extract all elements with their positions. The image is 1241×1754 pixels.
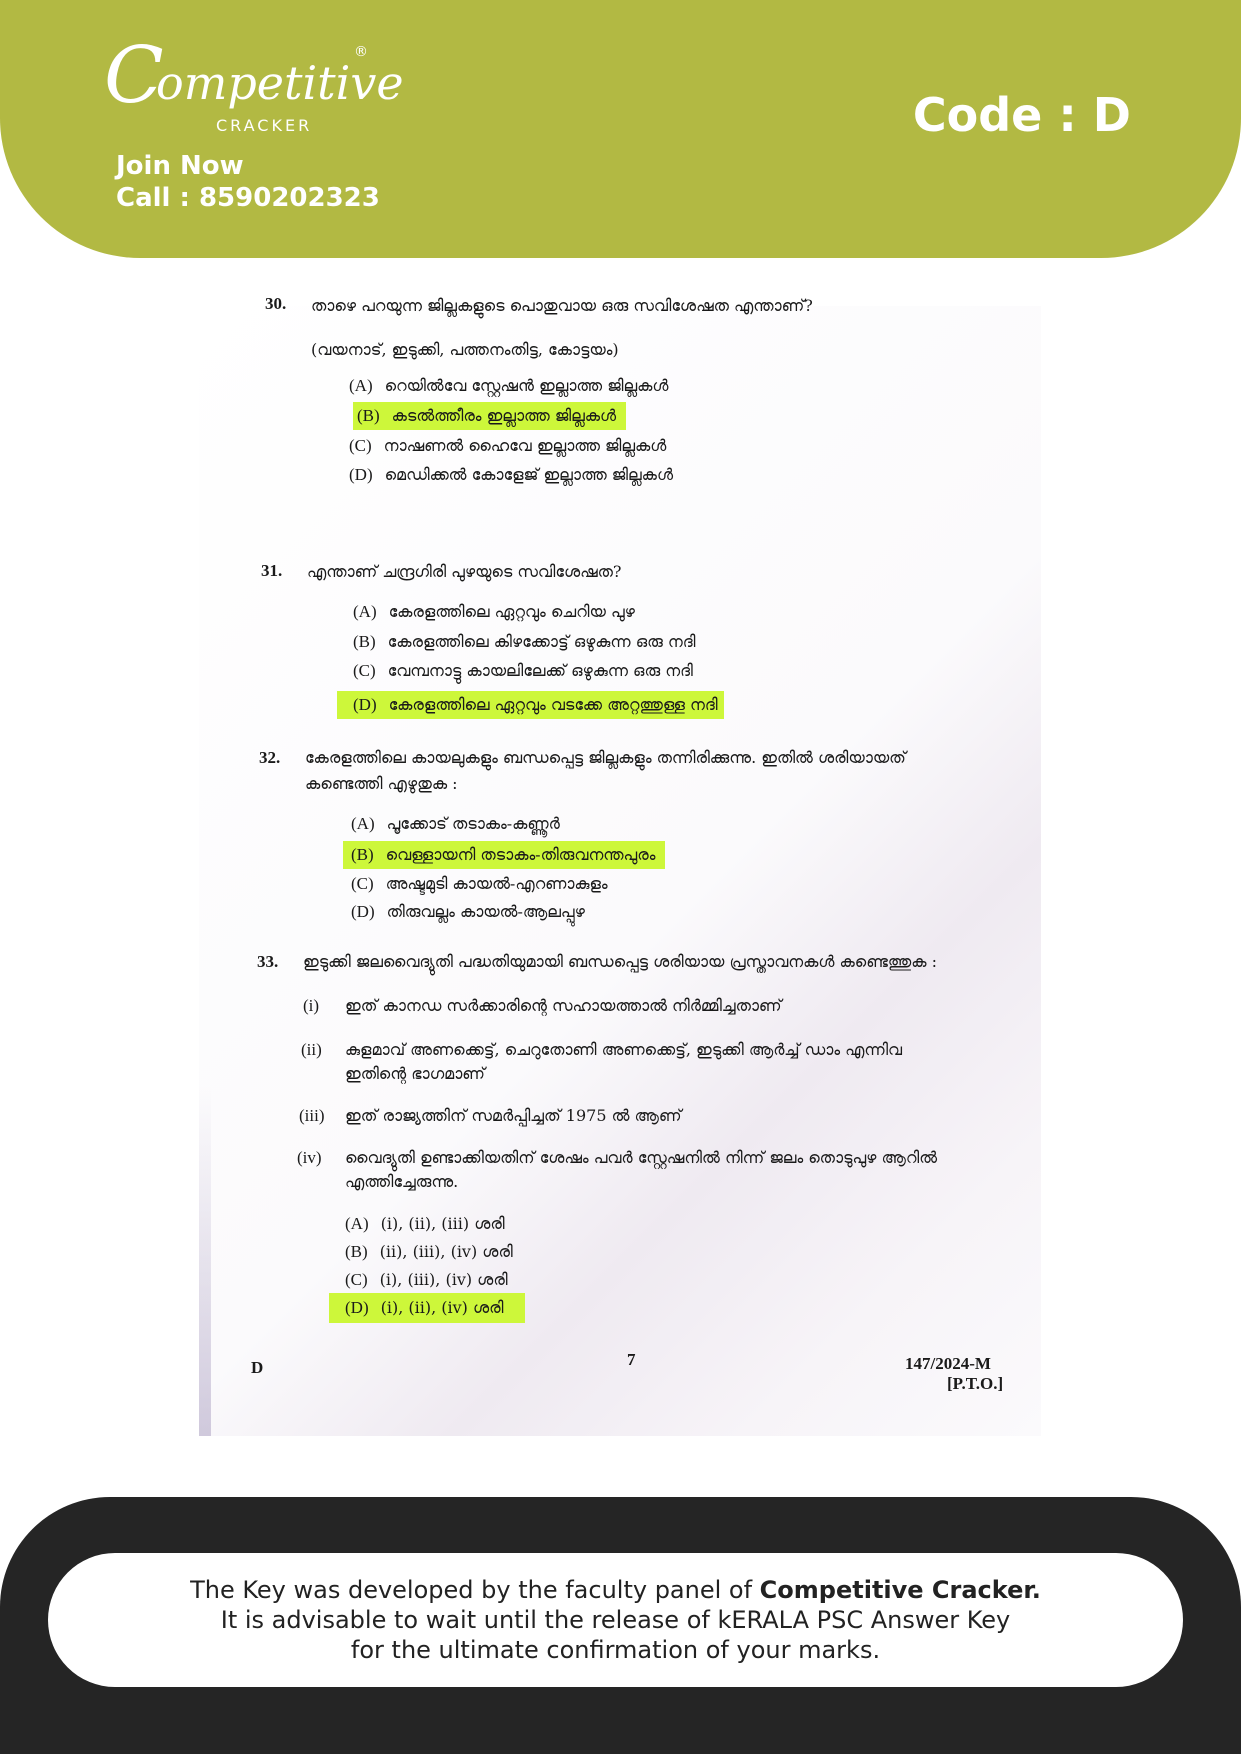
option [349,461,673,489]
question-number: 31. [261,561,283,580]
disclaimer-line-1 [190,1575,1041,1605]
option-text: മെഡിക്കൽ കോളേജ് ഇല്ലാത്ത ജില്ലകൾ [384,465,674,484]
question-number: 32. [259,748,281,767]
option-text: കടൽത്തീരം ഇല്ലാത്ത ജില്ലകൾ [391,406,617,425]
option-text: റെയിൽവേ സ്റ്റേഷൻ ഇല്ലാത്ത ജില്ലകൾ [384,376,669,395]
join-now-text: Join Now [116,151,244,181]
disclaimer-line-2: It is advisable to wait until the release of kERALA PSC Answer Key [220,1606,1011,1634]
statement-label: (iv) [297,1148,322,1167]
option-text: പൂക്കോട് തടാകം-കണ്ണൂർ [386,814,560,833]
contact-block [116,150,380,214]
option-label: (A) [349,376,373,395]
option [345,1210,505,1238]
option [349,432,666,460]
statement-text: ഇത് കാനഡ സർക്കാരിന്റെ സഹായത്താൽ നിർമ്മിച്ചതാണ് [345,996,782,1015]
option-label: (D) [351,902,375,921]
option-text: കേരളത്തിലെ കിഴക്കോട്ട് ഒഴുകുന്ന ഒരു നദി [387,632,696,651]
question-subtext: (വയനാട്, ഇടുക്കി, പത്തനംതിട്ട, കോട്ടയം) [311,340,619,359]
option-label: (A) [345,1214,369,1233]
paper-code: Code : D [912,88,1131,142]
call-number: Call : 8590202323 [116,183,380,213]
registered-mark: ® [354,44,368,60]
option-text: തിരുവല്ലം കായൽ-ആലപ്പുഴ [386,902,585,921]
statement-text: വൈദ്യുതി ഉണ്ടാക്കിയതിന് ശേഷം പവർ സ്റ്റേഷനിൽ നിന്ന് ജലം തൊടുപുഴ ആറിൽ [345,1148,938,1167]
option-label: (C) [353,661,376,680]
option-text: (i), (ii), (iv) ശരി [380,1298,504,1317]
option [349,372,669,400]
option-highlighted [329,1293,525,1323]
question-text: എന്താണ് ചന്ദ്രഗിരി പുഴയുടെ സവിശേഷത? [307,562,622,581]
paper-reference: 147/2024-M [905,1354,991,1373]
option-label: (B) [351,845,374,864]
option-label: (D) [353,695,377,714]
option-text: (i), (ii), (iii) ശരി [380,1214,505,1233]
statement-text-cont: ഇതിന്റെ ഭാഗമാണ് [345,1064,485,1083]
option-label: (A) [353,602,377,621]
logo-initial: C [104,31,164,121]
question-subtext: കണ്ടെത്തി എഴുതുക : [305,774,458,793]
option-text: നാഷണൽ ഹൈവേ ഇല്ലാത്ത ജില്ലകൾ [383,436,667,455]
option [353,598,635,626]
option-label: (B) [345,1242,368,1261]
option-text: വെള്ളായനി തടാകം-തിരുവനന്തപുരം [385,845,656,864]
option-highlighted [353,402,626,430]
option-label: (D) [349,465,373,484]
statement-text-cont: എത്തിച്ചേരുന്നു. [345,1172,459,1191]
option-highlighted [343,841,665,869]
option-text: കേരളത്തിലെ ഏറ്റവും വടക്കേ അറ്റത്തുള്ള നദി [388,695,718,714]
page-number: 7 [627,1350,636,1369]
logo-word: ompetitive [156,56,404,110]
question-text: കേരളത്തിലെ കായലുകളും ബന്ധപ്പെട്ട ജില്ലകളും തന്നിരിക്കുന്നു. ഇതിൽ ശരിയായത് [305,748,906,767]
option-label: (B) [357,406,380,425]
statement-label: (iii) [299,1106,325,1125]
question-text: താഴെ പറയുന്ന ജില്ലകളുടെ പൊതുവായ ഒരു സവിശേഷത എന്താണ്? [311,296,813,315]
option [353,628,696,656]
option-label: (A) [351,814,375,833]
option [351,898,585,926]
option [351,870,608,898]
question-number: 33. [257,952,279,971]
option [351,810,560,838]
brand-logo [104,31,404,142]
option-label: (D) [345,1298,369,1317]
option [345,1266,508,1294]
option-label: (C) [351,874,374,893]
scanned-question-page [199,294,1041,1436]
logo-subtitle: CRACKER [216,116,313,135]
statement-text: ഇത് രാജ്യത്തിന് സമർപ്പിച്ചത് 1975 ൽ ആണ് [345,1106,682,1125]
option-text: അഷ്ടമുടി കായൽ-എറണാകുളം [385,874,608,893]
option-label: (C) [349,436,372,455]
question-number: 30. [265,294,287,313]
option [345,1238,513,1266]
option-text: (i), (iii), (iv) ശരി [379,1270,508,1289]
brand-name: Competitive Cracker. [759,1576,1041,1604]
page-footer-set-code: D [251,1358,264,1377]
disclaimer-text: The Key was developed by the faculty panel of [190,1576,760,1604]
footer-banner [0,1497,1241,1754]
option-highlighted [337,691,724,719]
option-label: (C) [345,1270,368,1289]
option-text: വേമ്പനാട്ടു കായലിലേക്ക് ഒഴുകുന്ന ഒരു നദി [387,661,693,680]
option-text: കേരളത്തിലെ ഏറ്റവും ചെറിയ പുഴ [388,602,635,621]
option [353,657,693,685]
disclaimer-line-3: for the ultimate confirmation of your marks. [350,1636,881,1664]
disclaimer-box [48,1553,1183,1687]
statement-label: (ii) [301,1040,322,1059]
header-banner [0,0,1241,258]
question-text: ഇടുക്കി ജലവൈദ്യുതി പദ്ധതിയുമായി ബന്ധപ്പെട്ട ശരിയായ പ്രസ്താവനകൾ കണ്ടെത്തുക : [303,952,937,971]
statement-text: കുളമാവ് അണക്കെട്ട്, ചെറുതോണി അണക്കെട്ട്, ഇടുക്കി ആർച്ച് ഡാം എന്നിവ [345,1040,903,1059]
pto-mark: [P.T.O.] [947,1374,1004,1393]
option-label: (B) [353,632,376,651]
option-text: (ii), (iii), (iv) ശരി [379,1242,513,1261]
statement-label: (i) [303,996,320,1015]
